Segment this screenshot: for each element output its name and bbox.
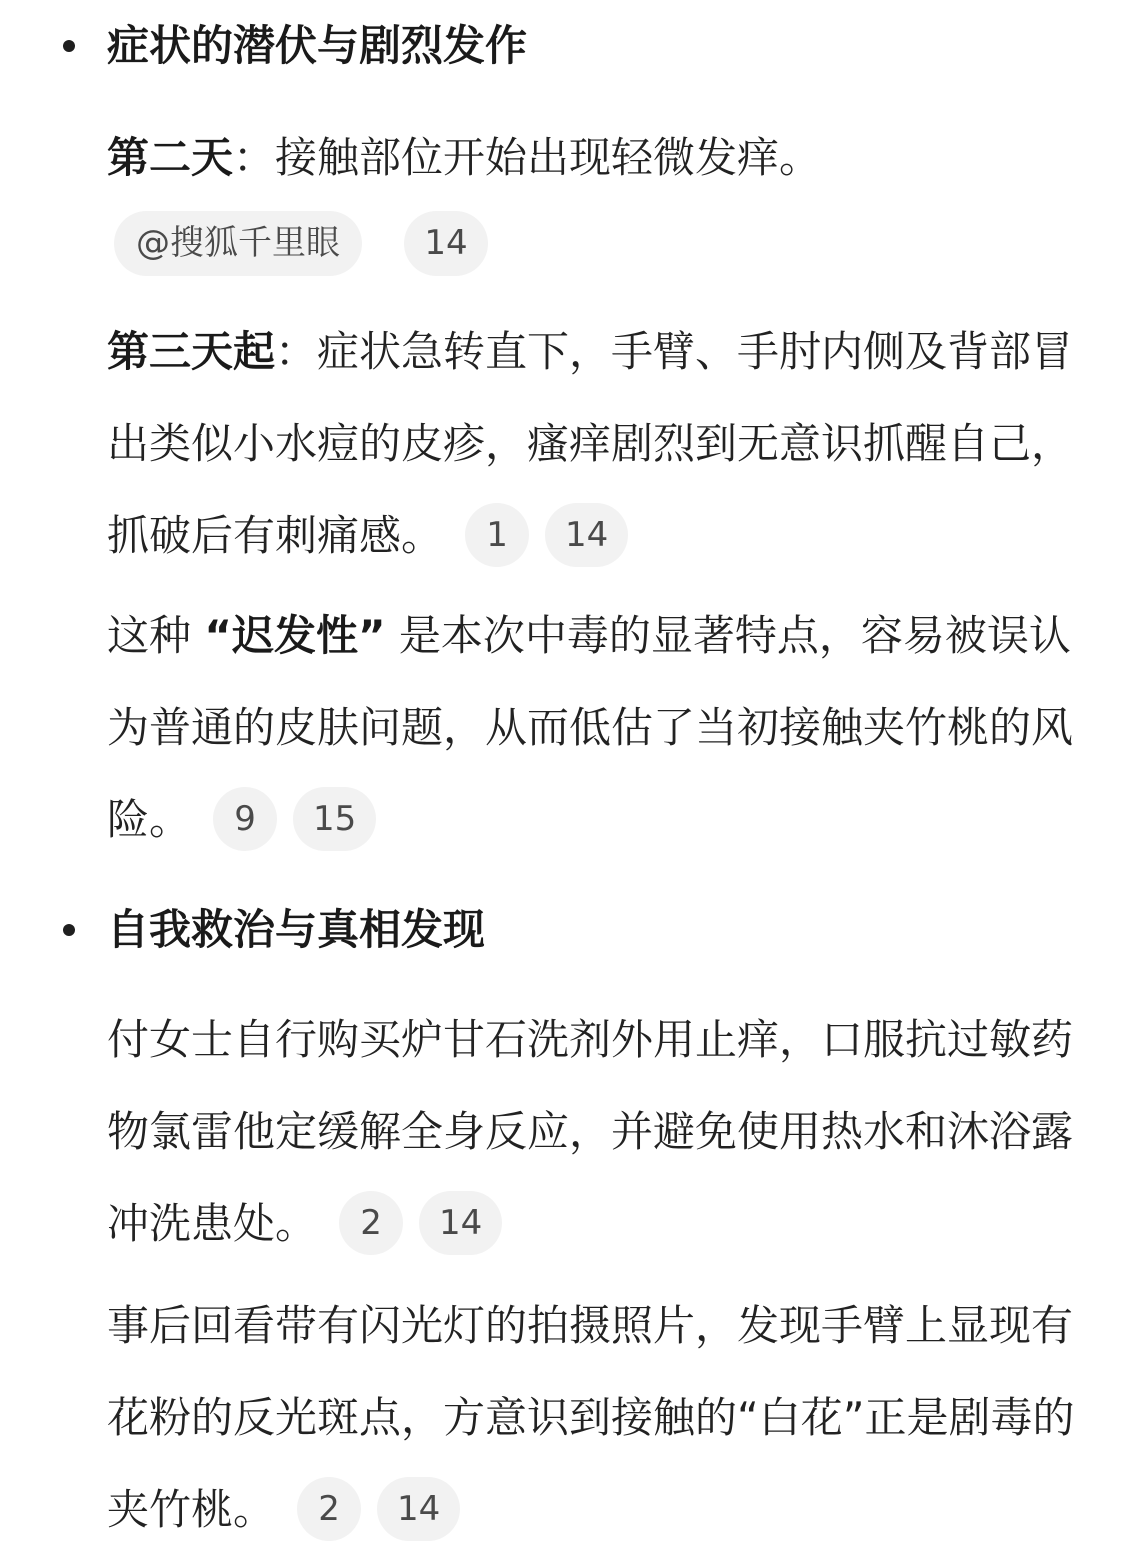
section-heading: 症状的潜伏与剧烈发作 — [107, 21, 528, 70]
paragraph-text: 付女士自行购买炉甘石洗剂外用止痒，口服抗过敏药物氯雷他定缓解全身反应，并避免使用热水和沐浴露冲洗患处。 — [107, 1015, 1074, 1248]
reference-chip[interactable]: 9 — [213, 787, 277, 851]
paragraph-text: 症状急转直下，手臂、手肘内侧及背部冒出类似小水痘的皮疹，瘙痒剧烈到无意识抓醒自己，抓破后有刺痛感。 — [107, 327, 1074, 560]
reference-chip[interactable]: 2 — [339, 1191, 403, 1255]
paragraph-delayed: 这种 “迟发性” 是本次中毒的显著特点，容易被误认为普通的皮肤问题，从而低估了当初接触夹竹桃的风险。 9 15 — [107, 590, 1097, 866]
section-heading: 自我救治与真相发现 — [107, 905, 486, 954]
reference-chip[interactable]: 2 — [297, 1477, 361, 1541]
paragraph-day-three: 第三天起：症状急转直下，手臂、手肘内侧及背部冒出类似小水痘的皮疹，瘙痒剧烈到无意识抓醒自己，抓破后有刺痛感。 1 14 — [107, 306, 1097, 582]
reference-chip[interactable]: 14 — [545, 503, 628, 567]
bullet-dot — [63, 924, 75, 936]
paragraph-label: 第三天起 — [107, 327, 276, 376]
source-chip[interactable]: @搜狐千里眼 — [114, 211, 362, 276]
paragraph-text: 事后回看带有闪光灯的拍摄照片，发现手臂上显现有花粉的反光斑点，方意识到接触的“白花”正是剧毒的夹竹桃。 — [107, 1301, 1075, 1534]
paragraph-label: 第二天 — [107, 133, 234, 182]
emphasis-text: “迟发性” — [204, 611, 386, 660]
reference-chip[interactable]: 14 — [377, 1477, 460, 1541]
paragraph-discovery — [107, 1280, 1097, 1556]
bullet-dot — [63, 40, 75, 52]
reference-chip[interactable]: 14 — [404, 211, 488, 276]
reference-chip[interactable]: 14 — [419, 1191, 502, 1255]
reference-chip[interactable]: 15 — [293, 787, 376, 851]
reference-chip[interactable]: 1 — [465, 503, 529, 567]
paragraph-self-treatment — [107, 994, 1097, 1270]
paragraph-day-two: 第二天：接触部位开始出现轻微发痒。 — [107, 133, 822, 182]
paragraph-text: 接触部位开始出现轻微发痒。 — [275, 133, 822, 182]
paragraph-text: 是本次中毒的显著特点，容易被误认为普通的皮肤问题，从而低估了当初接触夹竹桃的风险。 — [107, 611, 1074, 844]
